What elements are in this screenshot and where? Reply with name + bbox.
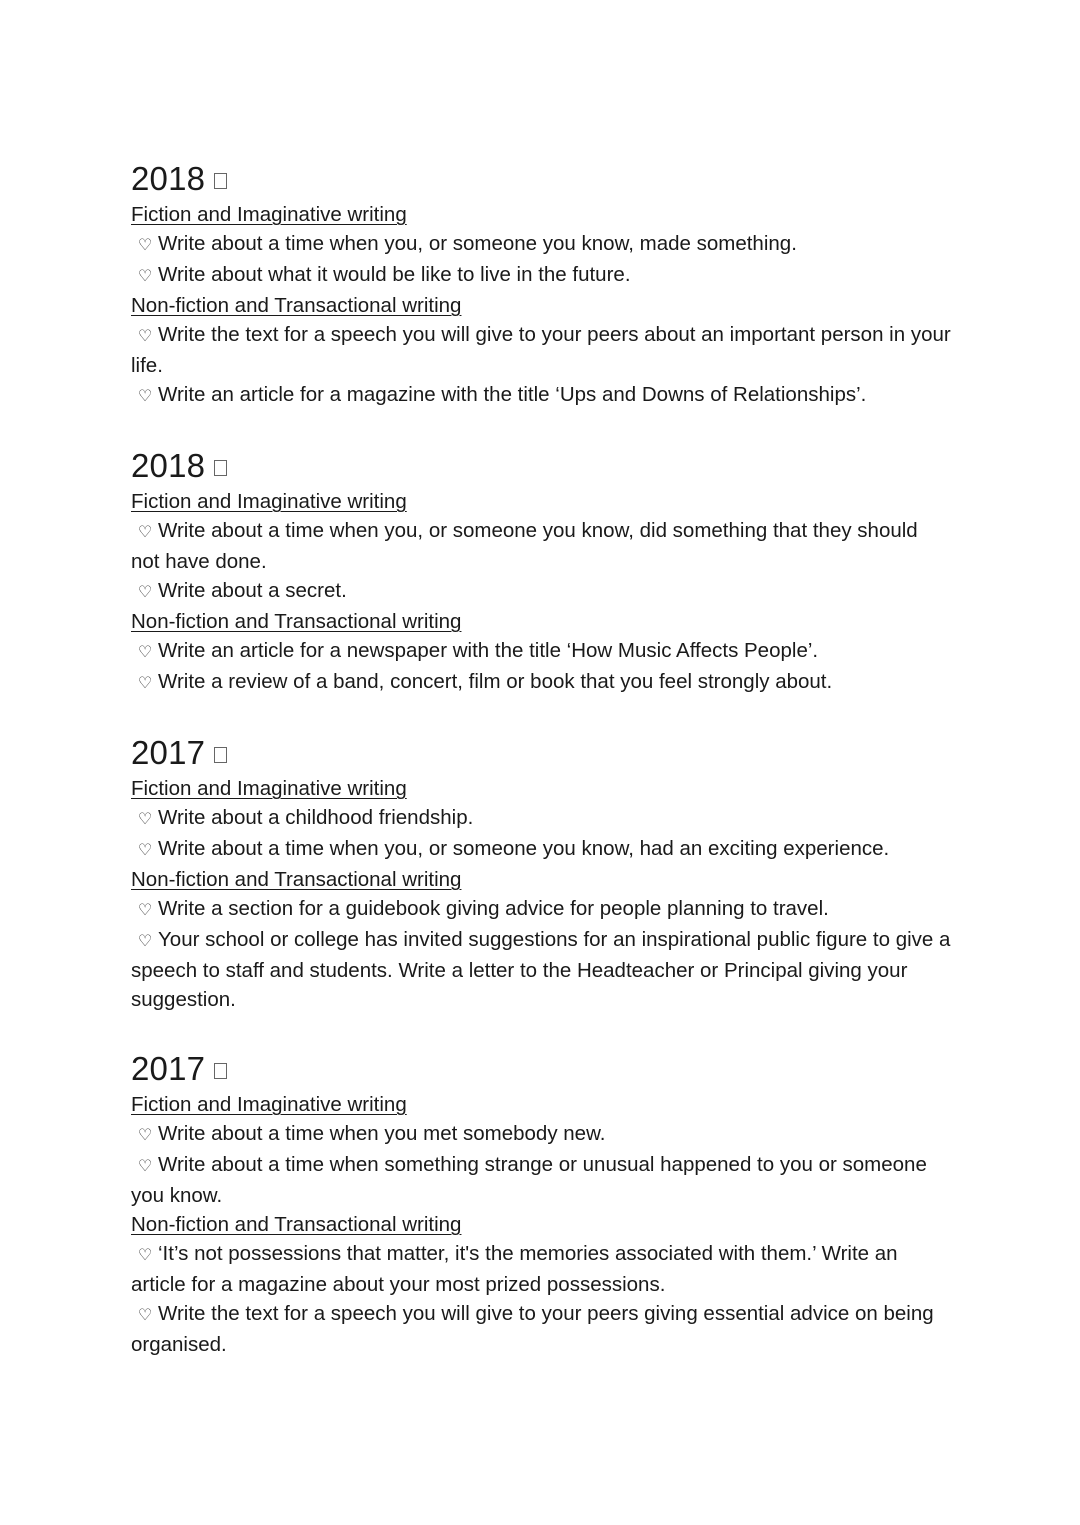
empty-checkbox-icon — [214, 173, 227, 189]
prompt-item — [131, 229, 951, 260]
heart-outline-icon: ♡ — [137, 1127, 153, 1144]
prompt-item — [131, 803, 951, 834]
prompt-item — [131, 834, 951, 865]
prompt-item — [131, 894, 951, 925]
prompt-text: Write about a secret. — [158, 579, 347, 602]
empty-checkbox-icon — [214, 460, 227, 476]
fiction-heading: Fiction and Imaginative writing — [131, 490, 407, 513]
prompt-item — [131, 320, 951, 380]
year-heading-row — [131, 158, 951, 200]
fiction-heading: Fiction and Imaginative writing — [131, 203, 407, 226]
heart-outline-icon: ♡ — [137, 237, 153, 254]
prompt-item — [131, 667, 951, 698]
prompt-text: Write the text for a speech you will give to your peers giving essential advice on being organised. — [131, 1302, 934, 1356]
year-heading-row — [131, 1048, 951, 1090]
fiction-heading: Fiction and Imaginative writing — [131, 1093, 407, 1116]
heart-outline-icon: ♡ — [137, 584, 153, 601]
heart-outline-icon: ♡ — [137, 1247, 153, 1264]
prompt-item — [131, 1119, 951, 1150]
prompt-text: Write about a time when you met somebody new. — [158, 1122, 606, 1145]
heart-outline-icon: ♡ — [137, 524, 153, 541]
nonfiction-heading: Non-fiction and Transactional writing — [131, 610, 462, 633]
prompt-text: Write about a time when something strange or unusual happened to you or someone you know. — [131, 1153, 927, 1207]
prompt-text: Write about a time when you, or someone you know, made something. — [158, 232, 797, 255]
nonfiction-heading: Non-fiction and Transactional writing — [131, 294, 462, 317]
document-page — [131, 158, 951, 1393]
heart-outline-icon: ♡ — [137, 388, 153, 405]
heart-outline-icon: ♡ — [137, 328, 153, 345]
heart-outline-icon: ♡ — [137, 644, 153, 661]
prompt-text: Write an article for a magazine with the title ‘Ups and Downs of Relationships’. — [158, 383, 867, 406]
prompt-item — [131, 636, 951, 667]
year-heading: 2017 — [131, 1050, 206, 1087]
exam-year-section — [131, 732, 951, 1014]
heart-outline-icon: ♡ — [137, 1307, 153, 1324]
prompt-text: Write an article for a newspaper with the title ‘How Music Affects People’. — [158, 639, 819, 662]
heart-outline-icon: ♡ — [137, 811, 153, 828]
prompt-text: Write about a time when you, or someone you know, did something that they should not have done. — [131, 519, 918, 573]
heart-outline-icon: ♡ — [137, 902, 153, 919]
prompt-text: Write about what it would be like to live in the future. — [158, 263, 631, 286]
heart-outline-icon: ♡ — [137, 1158, 153, 1175]
year-heading: 2017 — [131, 734, 206, 771]
prompt-item — [131, 516, 951, 576]
prompt-text: Write about a childhood friendship. — [158, 806, 474, 829]
fiction-heading: Fiction and Imaginative writing — [131, 777, 407, 800]
year-heading-row — [131, 445, 951, 487]
year-heading-row — [131, 732, 951, 774]
exam-year-section — [131, 158, 951, 411]
prompt-item — [131, 925, 951, 1014]
prompt-text: Write about a time when you, or someone you know, had an exciting experience. — [158, 837, 890, 860]
exam-year-section — [131, 1048, 951, 1359]
prompt-text: Write a review of a band, concert, film or book that you feel strongly about. — [158, 670, 833, 693]
year-heading: 2018 — [131, 160, 206, 197]
heart-outline-icon: ♡ — [137, 933, 153, 950]
prompt-item — [131, 1299, 951, 1359]
prompt-item — [131, 1239, 951, 1299]
nonfiction-heading: Non-fiction and Transactional writing — [131, 868, 462, 891]
prompt-item — [131, 576, 951, 607]
empty-checkbox-icon — [214, 1063, 227, 1079]
empty-checkbox-icon — [214, 747, 227, 763]
prompt-item — [131, 1150, 951, 1210]
heart-outline-icon: ♡ — [137, 675, 153, 692]
prompt-item — [131, 260, 951, 291]
heart-outline-icon: ♡ — [137, 842, 153, 859]
prompt-item — [131, 380, 951, 411]
prompt-text: Your school or college has invited suggestions for an inspirational public figure to give a speech to staff and students. Write a letter to the Headteacher or Principal giving your suggestion. — [131, 928, 951, 1011]
prompt-text: ‘It’s not possessions that matter, it's the memories associated with them.’ Write an article for a magazine about your most prized possessions. — [131, 1242, 898, 1296]
year-heading: 2018 — [131, 447, 206, 484]
prompt-text: Write a section for a guidebook giving advice for people planning to travel. — [158, 897, 829, 920]
prompt-text: Write the text for a speech you will give to your peers about an important person in your life. — [131, 323, 951, 377]
nonfiction-heading: Non-fiction and Transactional writing — [131, 1213, 462, 1236]
exam-year-section — [131, 445, 951, 698]
heart-outline-icon: ♡ — [137, 268, 153, 285]
